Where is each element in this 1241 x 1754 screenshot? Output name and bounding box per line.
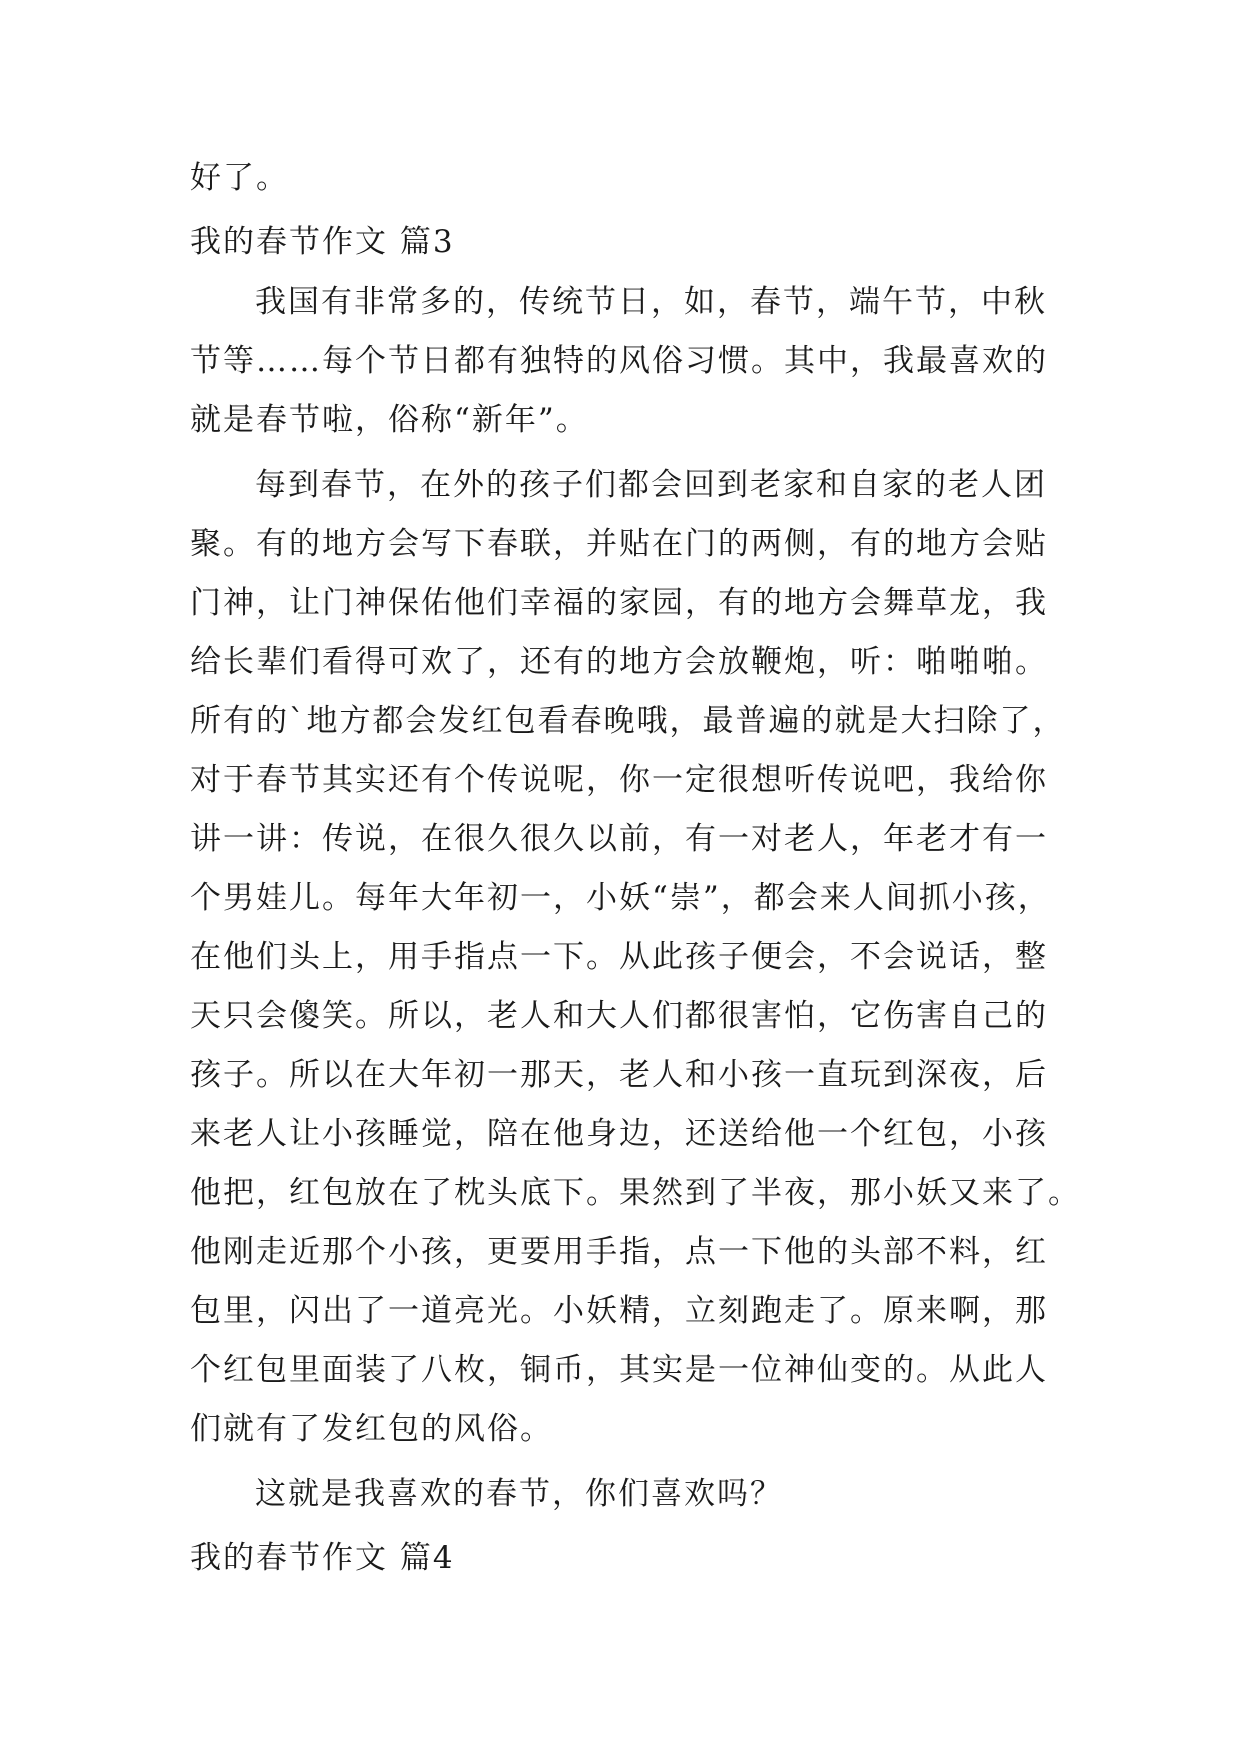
text-line: 天只会傻笑。所以，老人和大人们都很害怕，它伤害自己的 <box>190 998 1048 1034</box>
text-line: 个男娃儿。每年大年初一，小妖“崇”，都会来人间抓小孩， <box>190 880 1051 916</box>
text-line: 们就有了发红包的风俗。 <box>190 1411 553 1447</box>
paragraph-start: 每到春节，在外的孩子们都会回到老家和自家的老人团 <box>255 467 1047 503</box>
paragraph-start: 我国有非常多的，传统节日，如，春节，端午节，中秋 <box>255 284 1047 320</box>
text-line: 他刚走近那个小孩，更要用手指，点一下他的头部不料，红 <box>190 1234 1048 1270</box>
text-line: 讲一讲：传说，在很久很久以前，有一对老人，年老才有一 <box>190 821 1048 857</box>
text-line: 门神，让门神保佑他们幸福的家园，有的地方会舞草龙，我 <box>190 585 1048 621</box>
text-line: 给长辈们看得可欢了，还有的地方会放鞭炮，听：啪啪啪。 <box>190 644 1048 680</box>
section-heading: 我的春节作文 篇4 <box>190 1540 455 1576</box>
text-line: 来老人让小孩睡觉，陪在他身边，还送给他一个红包，小孩 <box>190 1116 1048 1152</box>
text-line: 就是春节啦，俗称“新年”。 <box>190 402 589 438</box>
text-line: 他把，红包放在了枕头底下。果然到了半夜，那小妖又来了。 <box>190 1175 1081 1211</box>
text-line: 节等……每个节日都有独特的风俗习惯。其中，我最喜欢的 <box>190 343 1048 379</box>
text-line: 对于春节其实还有个传说呢，你一定很想听传说吧，我给你 <box>190 762 1048 798</box>
text-line: 好了。 <box>190 160 289 196</box>
section-heading: 我的春节作文 篇3 <box>190 224 455 260</box>
text-line: 在他们头上，用手指点一下。从此孩子便会，不会说话，整 <box>190 939 1048 975</box>
text-line: 个红包里面装了八枚，铜币，其实是一位神仙变的。从此人 <box>190 1352 1048 1388</box>
text-line: 所有的`地方都会发红包看春晚哦，最普遍的就是大扫除了， <box>190 703 1066 739</box>
text-line: 聚。有的地方会写下春联，并贴在门的两侧，有的地方会贴 <box>190 526 1048 562</box>
paragraph-start: 这就是我喜欢的春节，你们喜欢吗？ <box>255 1476 783 1512</box>
text-line: 包里，闪出了一道亮光。小妖精，立刻跑走了。原来啊，那 <box>190 1293 1048 1329</box>
text-line: 孩子。所以在大年初一那天，老人和小孩一直玩到深夜，后 <box>190 1057 1048 1093</box>
